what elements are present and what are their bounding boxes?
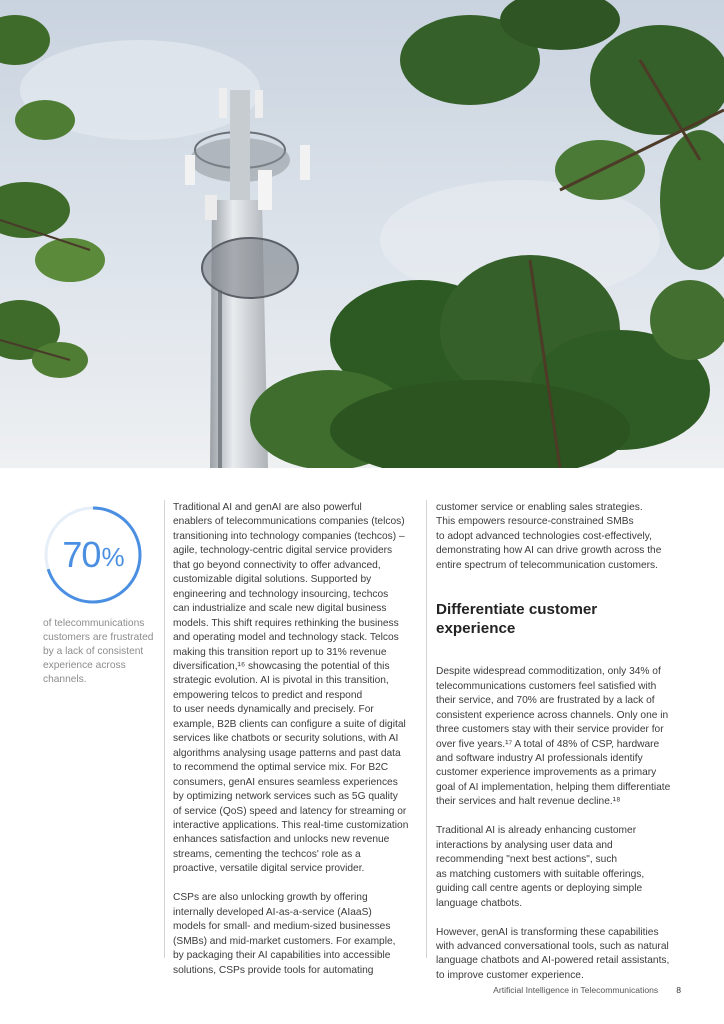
text-line: services like chatbots or security solutions, with AI	[173, 733, 399, 745]
text-line: making this transition report up to 31% revenue	[173, 646, 387, 658]
text-line: and software industry AI professionals identify	[436, 752, 643, 764]
paragraph	[436, 926, 688, 984]
text-line: to recommend the optimal service mix. For B2C	[173, 762, 389, 774]
paragraph	[436, 501, 688, 573]
column-divider-1	[164, 500, 165, 958]
section-heading	[436, 600, 688, 638]
stat-caption: of telecommunications customers are frustrated by a lack of consistent experience across channels.	[43, 618, 154, 686]
text-line: CSPs are also unlocking growth by offering	[173, 892, 368, 904]
text-line: three customers stay with their service provider for	[436, 724, 664, 736]
text-line: transitioning into technology companies (techcos) –	[173, 530, 405, 542]
text-line: to user needs dynamically and precisely. For	[173, 704, 374, 716]
text-line: empowering telcos to predict and respond	[173, 689, 363, 701]
text-line: of service (QoS) speed and latency for streaming or	[173, 805, 407, 817]
column-divider-2	[426, 500, 427, 958]
text-line: solutions, CSPs provide tools for automating	[173, 964, 374, 976]
text-line: customer experience improvements as a primary	[436, 767, 657, 779]
text-line: by packaging their AI capabilities into accessible	[173, 950, 391, 962]
text-line: consumers, genAI ensures seamless experiences	[173, 776, 398, 788]
stat-value	[43, 505, 143, 605]
page-footer	[493, 985, 681, 995]
text-line: telecommunications customers feel satisfied with	[436, 680, 657, 692]
text-line: demonstrating how AI can drive growth across the	[436, 545, 662, 557]
text-line: language chatbots and AI-powered retail assistants,	[436, 955, 670, 967]
text-line: consistent experience across channels. Only one in	[436, 709, 669, 721]
text-line: proactive, versatile digital service provider.	[173, 863, 365, 875]
text-line: language chatbots.	[436, 897, 523, 909]
text-line: internally developed AI-as-a-service (AIaaS)	[173, 906, 372, 918]
text-line: experience	[436, 620, 516, 638]
text-line: interactions by analysing user data and	[436, 839, 613, 851]
column-2	[436, 501, 688, 983]
text-line: customer service or enabling sales strategies.	[436, 502, 643, 513]
hero-image	[0, 0, 724, 468]
text-line: This empowers resource-constrained SMBs	[436, 516, 634, 528]
text-line: by optimizing network services such as 5G quality	[173, 791, 398, 803]
text-line: models. This shift requires rethinking the business	[173, 617, 399, 629]
text-line: streams, cementing the techcos' role as a	[173, 848, 361, 860]
text-line: that go beyond connectivity to offer advanced,	[173, 559, 381, 571]
text-line: However, genAI is transforming these capabilities	[436, 926, 659, 938]
text-line: to adopt advanced technologies cost-effectively,	[436, 530, 652, 542]
text-line: engineering and technology insourcing, techcos	[173, 588, 389, 600]
paragraph	[436, 665, 688, 810]
stat-unit: %	[101, 541, 124, 572]
text-line: their service, and 70% are frustrated by a lack of	[436, 695, 655, 707]
paragraph	[173, 891, 421, 978]
text-line: and operating model and technology stack. Telcos	[173, 632, 399, 644]
text-line: interactive applications. This real-time customization	[173, 819, 409, 831]
text-line: (SMBs) and mid-market customers. For example,	[173, 935, 396, 947]
text-line: enhances satisfaction and unlocks new revenue	[173, 834, 390, 846]
text-line: with advanced conversational tools, such as natural	[436, 940, 669, 952]
page-number: 8	[676, 985, 681, 995]
text-line: Traditional AI and genAI are also powerful	[173, 502, 362, 513]
text-line: to improve customer experience.	[436, 969, 584, 981]
text-line: guiding call centre agents or deploying simple	[436, 883, 643, 895]
stat-number: 70	[62, 534, 101, 575]
text-line: customizable digital solutions. Supported by	[173, 574, 372, 586]
text-line: strategic evolution. AI is pivotal in this transition,	[173, 675, 389, 687]
text-line: their services and halt revenue decline.¹⁸	[436, 796, 621, 808]
paragraph	[436, 824, 688, 911]
text-line: enablers of telecommunications companies (telcos)	[173, 516, 405, 528]
telecom-tower-photo	[0, 0, 724, 468]
text-line: algorithms analysing usage patterns and past data	[173, 747, 401, 759]
text-line: recommending "next best actions", such	[436, 854, 618, 866]
text-line: Traditional AI is already enhancing customer	[436, 825, 637, 837]
text-line: as matching customers with suitable offerings,	[436, 868, 645, 880]
text-line: Despite widespread commoditization, only 34% of	[436, 666, 661, 678]
text-line: entire spectrum of telecommunication customers.	[436, 559, 658, 571]
text-line: over five years.¹⁷ A total of 48% of CSP, hardware	[436, 738, 660, 750]
text-line: can industrialize and scale new digital business	[173, 603, 387, 615]
text-line: example, B2B clients can configure a suite of digital	[173, 718, 406, 730]
paragraph	[173, 501, 421, 877]
footer-title: Artificial Intelligence in Telecommunications	[493, 985, 659, 995]
text-line: goal of AI implementation, helping them differentiate	[436, 781, 671, 793]
text-line: diversification,¹⁶ showcasing the potential of this	[173, 660, 390, 672]
text-line: Differentiate customer	[436, 601, 598, 619]
text-line: models for small- and medium-sized businesses	[173, 921, 391, 933]
column-1	[173, 501, 421, 978]
text-line: agile, technology-centric digital service providers	[173, 545, 393, 557]
